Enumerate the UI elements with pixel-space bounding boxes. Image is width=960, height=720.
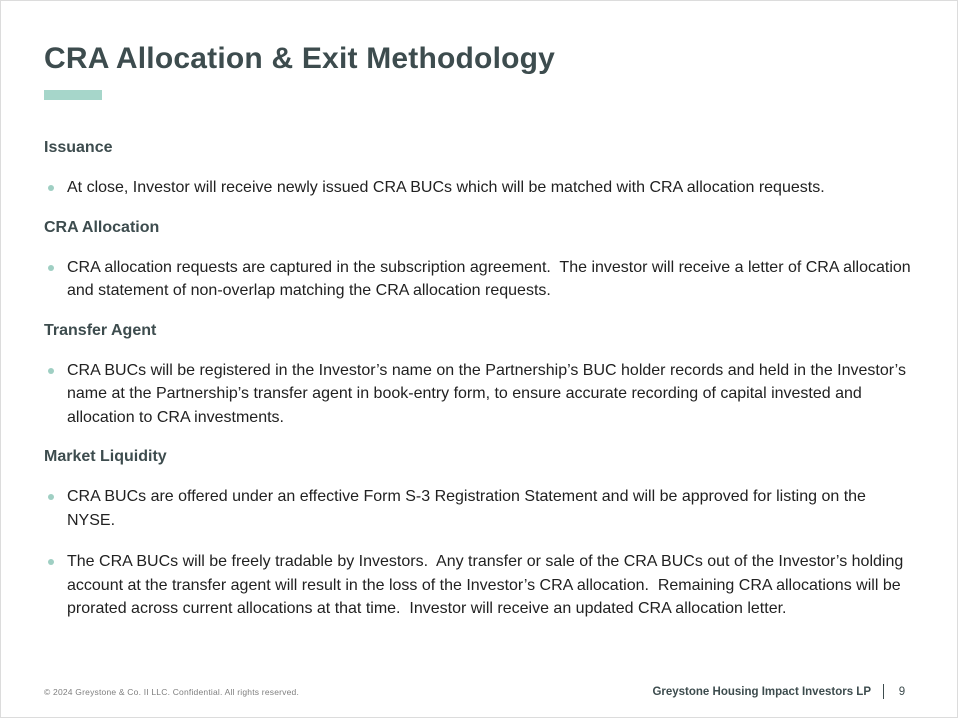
page-title: CRA Allocation & Exit Methodology [44, 42, 556, 75]
footer-right-group [652, 684, 909, 699]
section-market-liquidity [44, 447, 912, 621]
page-number: 9 [898, 685, 906, 698]
bullet-text: At close, Investor will receive newly issued CRA BUCs which will be matched with CRA allocation requests. [67, 179, 825, 196]
section-heading: Issuance [44, 139, 113, 156]
bullet-item [44, 550, 912, 621]
bullet-dot-icon [48, 368, 54, 374]
bullet-text: CRA allocation requests are captured in the subscription agreement. The investor will receive a letter of CRA allocation and statement of non-overlap matching the CRA allocation requests. [67, 258, 916, 299]
footer-divider [883, 684, 884, 699]
section-issuance [44, 138, 912, 200]
section-heading: Market Liquidity [44, 448, 167, 465]
bullet-text: CRA BUCs will be registered in the Investor’s name on the Partnership’s BUC holder records and held in the Investor’s name at the Partnership’s transfer agent in book-entry form, to ensure accurate recording of capital invested and allocation to CRA investments. [67, 361, 911, 426]
bullet-item [44, 256, 916, 303]
section-cra-allocation [44, 218, 916, 303]
bullet-dot-icon [48, 559, 54, 565]
slide-content [44, 138, 916, 621]
section-heading: CRA Allocation [44, 218, 160, 236]
bullet-text: The CRA BUCs will be freely tradable by Investors. Any transfer or sale of the CRA BUCs out of the Investor’s holding account at the transfer agent will result in the loss of the Investor’s CRA allocation. Remaining CRA allocations will be prorated across current allocations at that time. Investor will receive an updated CRA allocation letter. [67, 553, 908, 617]
section-transfer-agent [44, 321, 912, 430]
bullet-text: CRA BUCs are offered under an effective Form S-3 Registration Statement and will be approved for listing on the NYSE. [67, 488, 871, 529]
slide-footer [44, 684, 909, 699]
title-accent-bar [44, 90, 102, 100]
company-name: Greystone Housing Impact Investors LP [652, 685, 871, 698]
copyright-text: © 2024 Greystone & Co. II LLC. Confidential. All rights reserved. [44, 686, 300, 697]
bullet-item [44, 359, 912, 430]
bullet-item [44, 176, 912, 200]
bullet-dot-icon [48, 494, 54, 500]
bullet-dot-icon [48, 185, 54, 191]
section-heading: Transfer Agent [44, 321, 157, 339]
bullet-dot-icon [48, 265, 54, 271]
bullet-item [44, 485, 912, 532]
